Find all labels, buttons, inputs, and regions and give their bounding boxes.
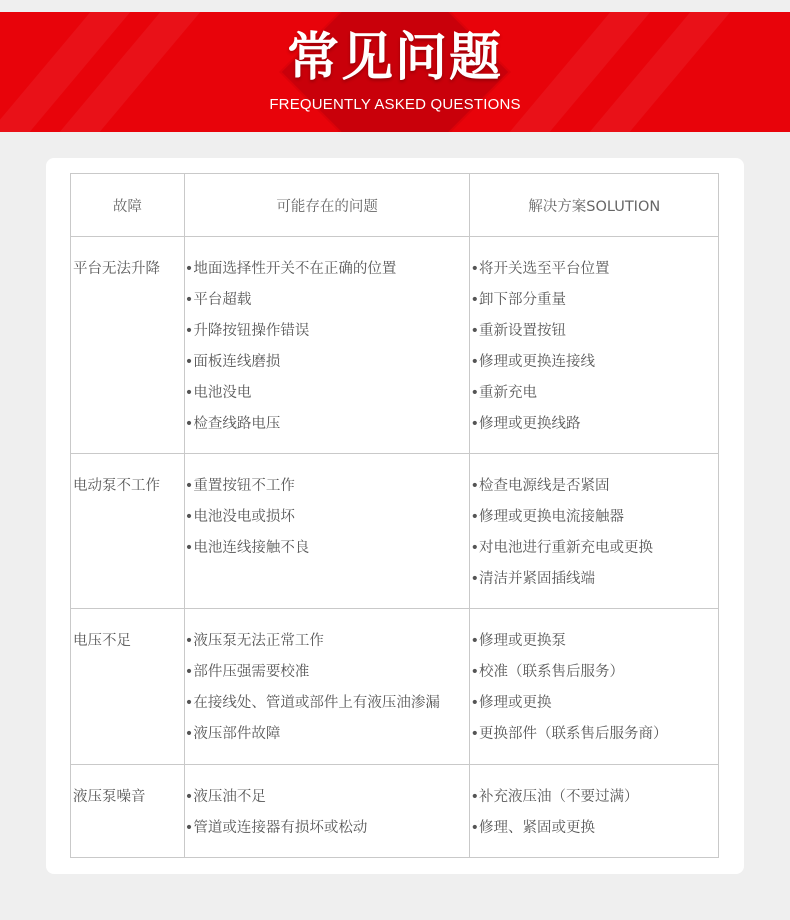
fault-cell: 平台无法升降 [71, 237, 185, 454]
solution-item: • 修理或更换电流接触器 [470, 505, 718, 536]
problem-item: • 液压油不足 [185, 785, 470, 816]
solutions-cell [470, 454, 719, 609]
solution-item: • 修理或更换连接线 [470, 350, 718, 381]
solution-item: • 卸下部分重量 [470, 288, 718, 319]
faq-table [70, 173, 719, 858]
solutions-cell [470, 609, 719, 765]
header-fault: 故障 [71, 174, 185, 237]
solution-item: • 修理或更换泵 [470, 629, 718, 660]
table-row [71, 237, 719, 454]
solutions-cell [470, 237, 719, 454]
solution-item: • 补充液压油（不要过满） [470, 785, 718, 816]
header-problems: 可能存在的问题 [184, 174, 470, 237]
problem-item: • 升降按钮操作错误 [185, 319, 470, 350]
solution-item: • 修理或更换线路 [470, 412, 718, 443]
problem-item: • 液压部件故障 [185, 722, 470, 753]
solution-item: • 更换部件（联系售后服务商） [470, 722, 718, 753]
page-subtitle: FREQUENTLY ASKED QUESTIONS [269, 96, 521, 113]
solutions-cell [470, 765, 719, 858]
problem-item: • 面板连线磨损 [185, 350, 470, 381]
problem-item: • 地面选择性开关不在正确的位置 [185, 257, 470, 288]
solution-item: • 校准（联系售后服务） [470, 660, 718, 691]
problems-cell [184, 454, 470, 609]
faq-banner [0, 12, 790, 132]
header-solutions: 解决方案SOLUTION [470, 174, 719, 237]
page-title: 常见问题 [286, 28, 503, 88]
problem-item: • 管道或连接器有损坏或松动 [185, 816, 470, 847]
solution-item: • 重新充电 [470, 381, 718, 412]
problem-item: • 部件压强需要校准 [185, 660, 470, 691]
problems-cell [184, 237, 470, 454]
problem-item: • 电池连线接触不良 [185, 536, 470, 567]
table-row [71, 609, 719, 765]
solution-item: • 修理、紧固或更换 [470, 816, 718, 847]
fault-cell: 电压不足 [71, 609, 185, 765]
table-row [71, 765, 719, 858]
table-header-row [71, 174, 719, 237]
solution-item: • 将开关选至平台位置 [470, 257, 718, 288]
solution-item: • 修理或更换 [470, 691, 718, 722]
solution-item: • 重新设置按钮 [470, 319, 718, 350]
problem-item: • 电池没电 [185, 381, 470, 412]
fault-cell: 电动泵不工作 [71, 454, 185, 609]
table-row [71, 454, 719, 609]
problem-item: • 平台超载 [185, 288, 470, 319]
problem-item: • 电池没电或损坏 [185, 505, 470, 536]
problem-item: • 在接线处、管道或部件上有液压油渗漏 [185, 691, 470, 722]
solution-item: • 清洁并紧固插线端 [470, 567, 718, 598]
solution-item: • 检查电源线是否紧固 [470, 474, 718, 505]
problems-cell [184, 609, 470, 765]
solution-item: • 对电池进行重新充电或更换 [470, 536, 718, 567]
problem-item: • 检查线路电压 [185, 412, 470, 443]
fault-cell: 液压泵噪音 [71, 765, 185, 858]
problem-item: • 重置按钮不工作 [185, 474, 470, 505]
problems-cell [184, 765, 470, 858]
problem-item: • 液压泵无法正常工作 [185, 629, 470, 660]
